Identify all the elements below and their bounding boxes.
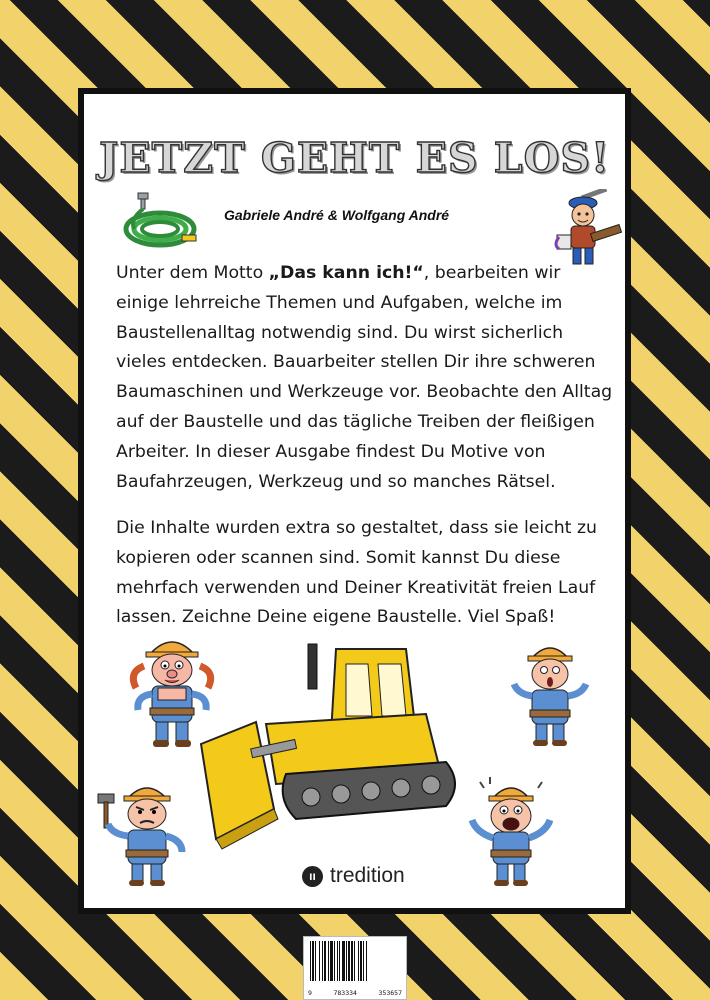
barcode-bar xyxy=(315,941,316,981)
page-title: JETZT GEHT ES LOS! xyxy=(99,134,610,182)
intro-rest: , bearbeiten wir einige lehrreiche Themen und Aufgaben, welche im Baustellenalltag notwendig sind. Du wirst sicherlich vieles entdecken. Bauarbeiter stellen Dir ihre schweren Baumaschinen und Werkzeuge vor. Beobachte den Alltag auf der Baustelle und das tägliche Treiben der fleißigen Arbeiter. In dieser Ausgabe findest Du Motive von Baufahrzeugen, Werkzeug und so manches Rätsel. xyxy=(116,263,613,492)
barcode-bar xyxy=(348,941,350,981)
barcode-bar xyxy=(324,941,326,981)
usage-paragraph: Die Inhalte wurden extra so gestaltet, dass sie leicht zu kopieren oder scannen sind. Somit kannst Du diese mehrfach verwenden und Deiner Kreativität freien Lauf lassen. Zeichne Deine eigene Baustelle. Viel Spaß! xyxy=(116,518,597,628)
publisher-name: tredition xyxy=(330,864,405,887)
bulldozer-icon xyxy=(196,634,466,864)
barcode-bar xyxy=(330,941,333,981)
barcode-bar xyxy=(334,941,335,981)
content-panel xyxy=(78,88,631,914)
barcode-bar xyxy=(322,941,323,981)
barcode-bar xyxy=(342,941,345,981)
barcode-digit-group-2: 353657 xyxy=(378,989,402,997)
barcode-bar xyxy=(360,941,362,981)
barcode-bar xyxy=(337,941,338,981)
barcode-bar xyxy=(351,941,353,981)
publisher xyxy=(302,864,405,888)
intro-paragraph xyxy=(116,259,616,497)
barcode-bar xyxy=(312,941,314,981)
barcode-bar xyxy=(354,941,355,981)
barcode-digit-prefix: 9 xyxy=(308,989,312,997)
garden-hose-icon xyxy=(120,189,200,259)
worker-angry-hammer-icon xyxy=(92,774,202,894)
worker-surprised-icon xyxy=(500,634,600,754)
barcode-digits xyxy=(308,989,402,997)
worker-shouting-icon xyxy=(456,774,566,894)
barcode-bar xyxy=(346,941,347,981)
isbn-barcode xyxy=(303,936,407,1000)
barcode-digit-group-1: 783334 xyxy=(333,989,357,997)
barcode-bar xyxy=(366,941,367,981)
tredition-logo-icon: ıı xyxy=(302,866,323,887)
barcode-bars xyxy=(308,941,404,983)
barcode-bar xyxy=(358,941,359,981)
authors: Gabriele André & Wolfgang André xyxy=(224,207,450,223)
motto-text: „Das kann ich!“ xyxy=(268,263,424,283)
intro-lead: Unter dem Motto xyxy=(116,263,269,283)
barcode-bar xyxy=(310,941,311,981)
barcode-bar xyxy=(363,941,364,981)
barcode-bar xyxy=(339,941,340,981)
barcode-bar xyxy=(328,941,329,981)
handyman-icon xyxy=(547,189,625,269)
barcode-bar xyxy=(319,941,320,981)
